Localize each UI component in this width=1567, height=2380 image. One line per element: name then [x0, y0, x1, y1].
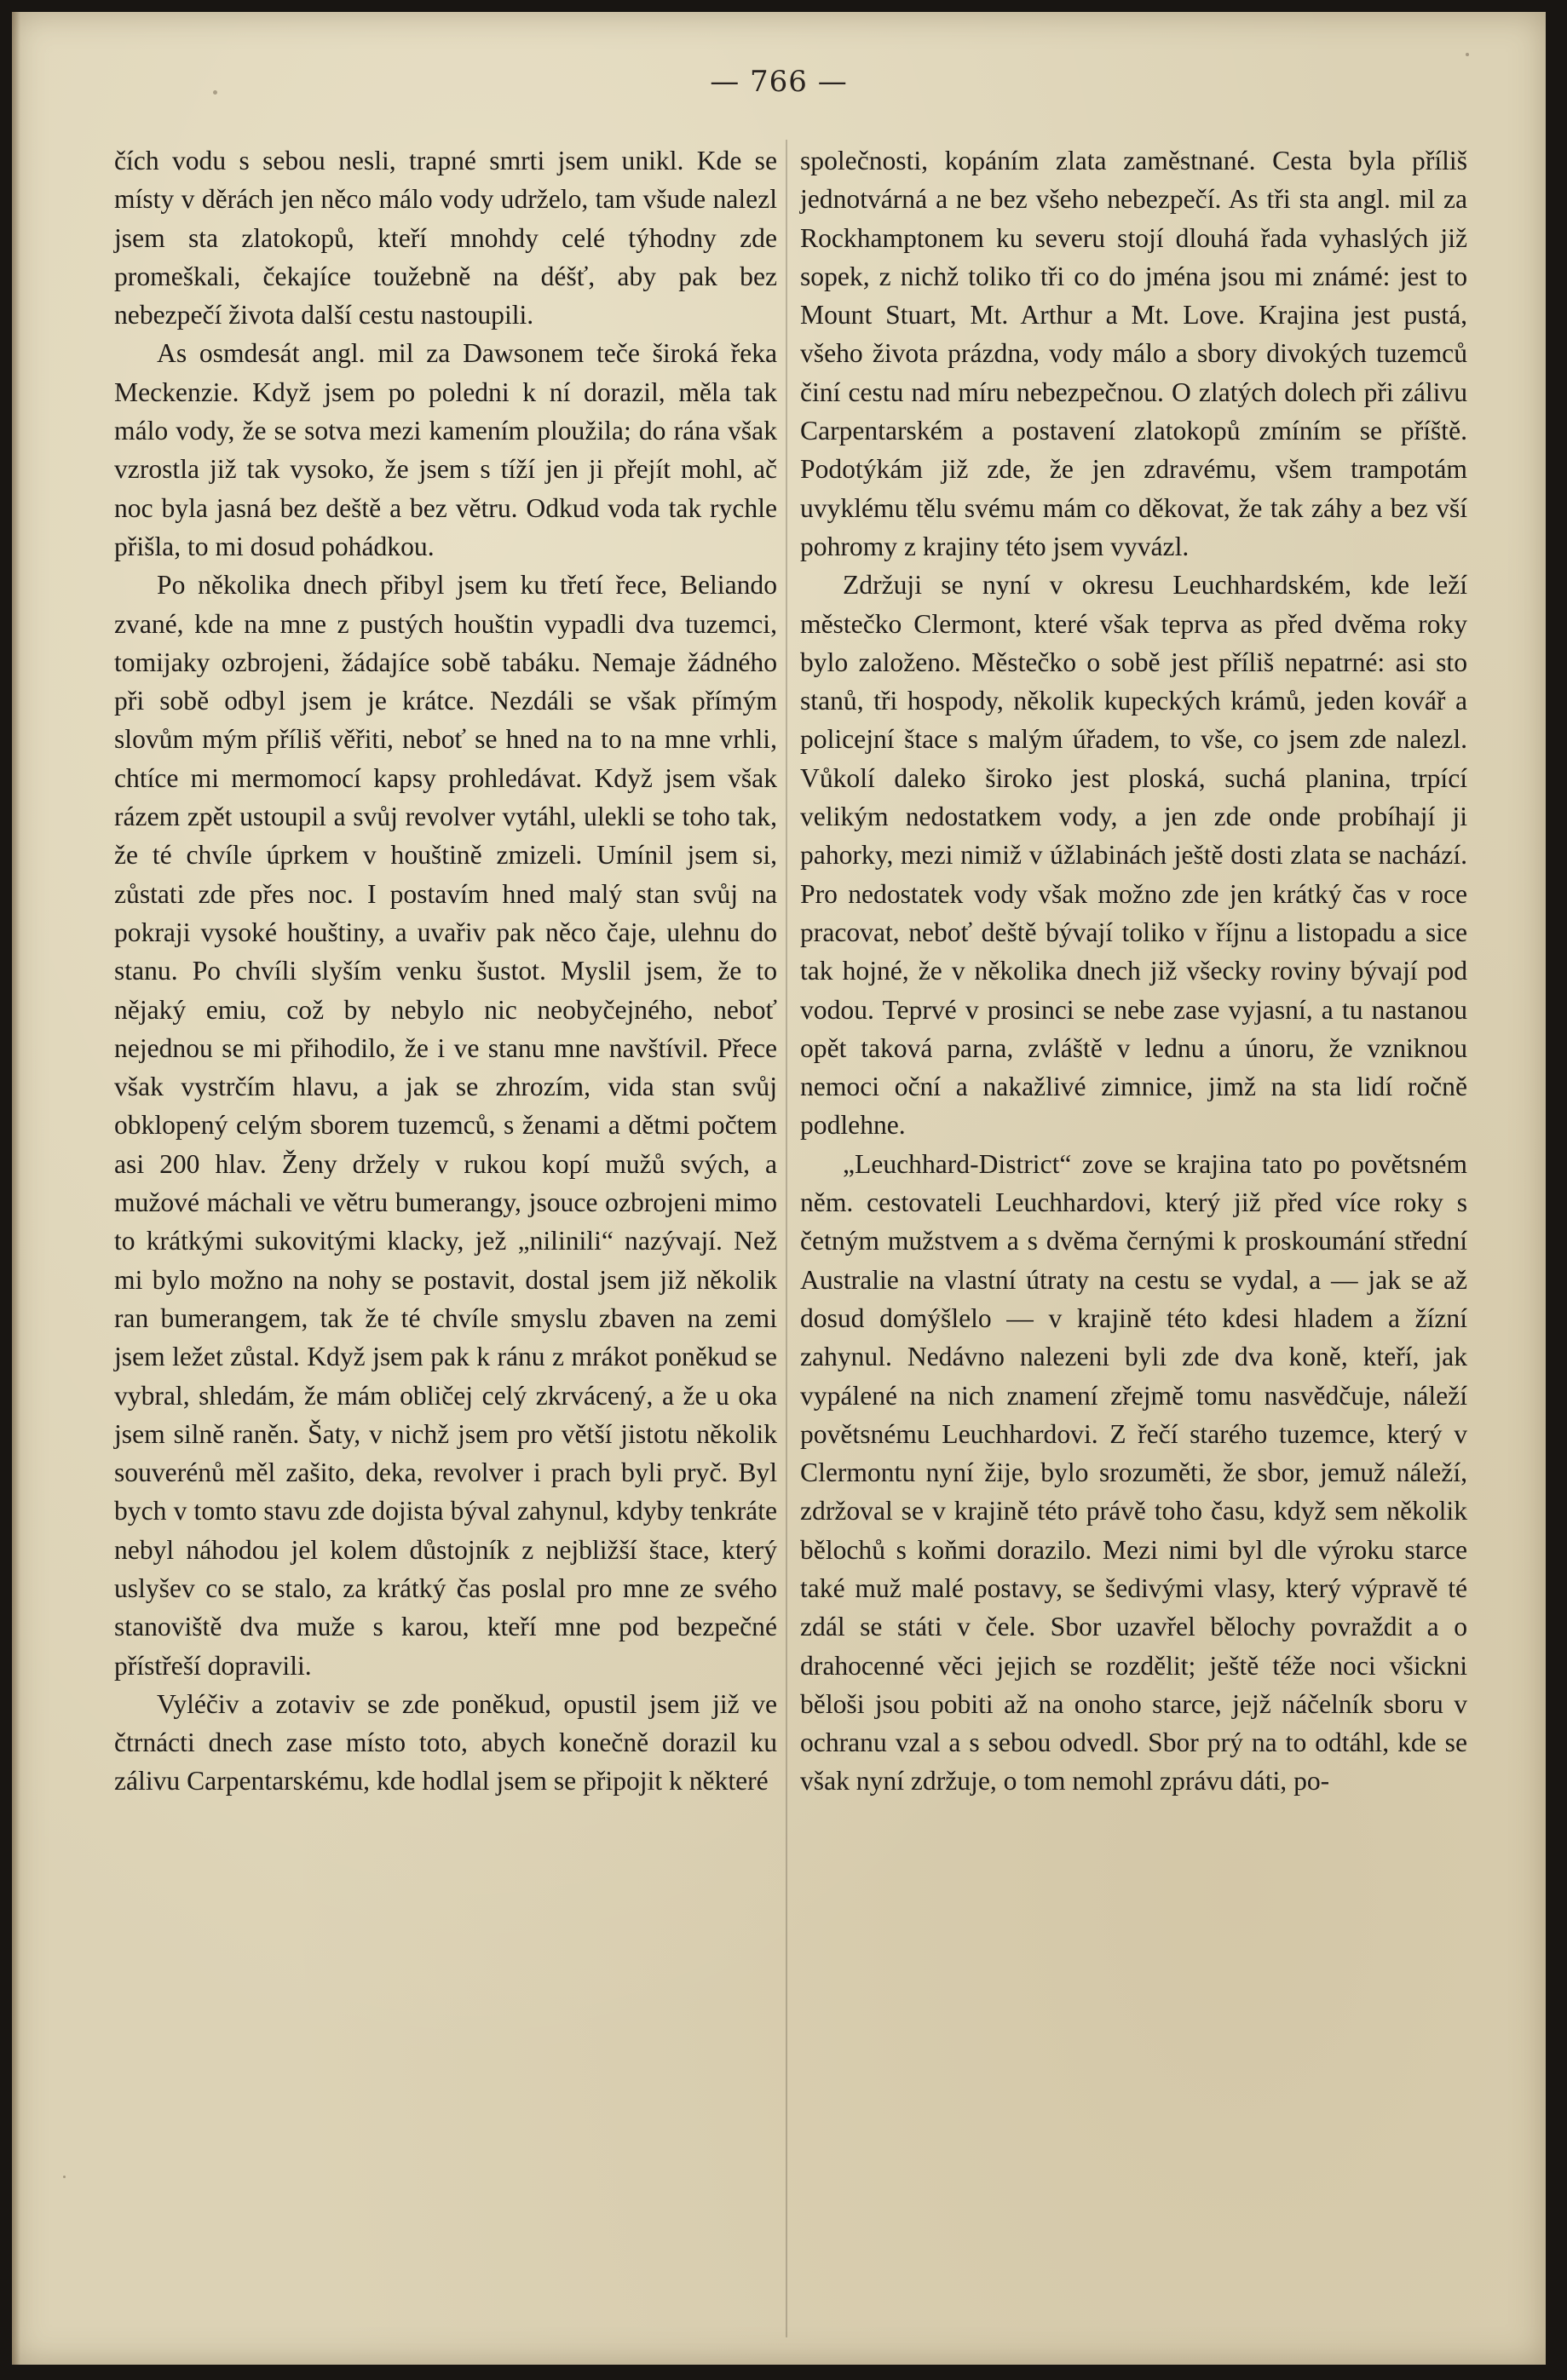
- paper-speck: [1466, 53, 1469, 56]
- left-paragraph-1: čích vodu s sebou nesli, trapné smrti jsem unikl. Kde se místy v děrách jen něco málo vody udrželo, tam všude nalezl jsem sta zlatokopů, kteří mnohdy celé týhodny zde promeškali, čekajíce toužebně na déšť, aby pak bez nebezpečí života další cestu nastoupili.: [114, 146, 777, 331]
- left-paragraph-3: Po několika dnech přibyl jsem ku třetí řece, Beliando zvané, kde na mne z pustých houštin vypadli dva tuzemci, tomijaky ozbrojeni, žádajíce sobě tabáku. Nemaje žádného při sobě odbyl jsem je krátce. Nezdáli se však přímým slovům mým příliš věřiti, neboť se hned na to na mne vrhli, chtíce mi mermomocí kapsy prohledávat. Když jsem však rázem zpět ustoupil a svůj revolver vytáhl, ulekli se toho tak, že té chvíle úprkem v houštině zmizeli. Umínil jsem si, zůstati zde přes noc. I postavím hned malý stan svůj na pokraji vysoké houštiny, a uvařiv pak něco čaje, ulehnu do stanu. Po chvíli slyším venku šustot. Myslil jsem, že to nějaký emiu, což by nebylo nic neobyčejného, neboť nejednou se mi přihodilo, že i ve stanu mne navštívil. Přece však vystrčím hlavu, a jak se zhrozím, vida stan svůj obklopený celým sborem tuzemců, s ženami a dětmi počtem asi 200 hlav. Ženy držely v rukou kopí mužů svých, a mužové máchali ve větru bumerangy, jsouce ozbrojeni mimo to krátkými sukovitými klacky, jež „nilinili“ nazývají. Než mi bylo možno na nohy se postavit, dostal jsem již několik ran bumerangem, tak že té chvíle smyslu zbaven na zemi jsem ležet zůstal. Když jsem pak k ránu z mrákot poněkud se vybral, shledám, že mám obličej celý zkrvácený, a že u oka jsem silně raněn. Šaty, v nichž jsem pro větší jistotu několik souverénů měl zašito, deka, revolver i prach byli pryč. Byl bych v tomto stavu zde dojista býval zahynul, kdyby tenkráte nebyl náhodou jel kolem důstojník z nejbližší štace, který uslyšev co se stalo, za krátký čas poslal pro mne ze svého stanoviště dva muže s karou, kteří mne pod bezpečné přístřeší dopravili.: [114, 570, 777, 1681]
- paper-speck: [63, 2176, 66, 2178]
- page-edge-shadow: [12, 12, 20, 2365]
- paper-speck: [213, 90, 217, 95]
- column-divider: [786, 140, 787, 2337]
- right-paragraph-1: společnosti, kopáním zlata zaměstnané. Cesta byla příliš jednotvárná a ne bez všeho nebezpečí. As tři sta angl. mil za Rockhamptonem ku severu stojí dlouhá řada vyhaslých již sopek, z nichž toliko tři co do jména jsou mi známé: jest to Mount Stuart, Mt. Arthur a Mt. Love. Krajina jest pustá, všeho života prázdna, vody málo a sbory divokých tuzemců činí cestu nad míru nebezpečnou. O zlatých dolech při zálivu Carpentarském a postavení zlatokopů zmíním se příště. Podotýkám již zde, že jen zdravému, všem trampotám uvyklému tělu svému mám co děkovat, že tak záhy a bez vší pohromy z krajiny této jsem vyvázl.: [800, 146, 1467, 561]
- right-column: [800, 141, 1467, 1801]
- page-sheet: [12, 12, 1546, 2365]
- left-paragraph-4: Vyléčiv a zotaviv se zde poněkud, opustil jsem již ve čtrnácti dnech zase místo toto, abych konečně dorazil ku zálivu Carpentarskému, kde hodlal jsem se připojit k některé: [114, 1688, 777, 1796]
- right-paragraph-2: Zdržuji se nyní v okresu Leuchhardském, kde leží městečko Clermont, které však teprva as před dvěma roky bylo založeno. Městečko o sobě jest příliš nepatrné: asi sto stanů, tři hospody, několik kupeckých krámů, jeden kovář a policejní štace s malým úřadem, to vše, co jsem zde nalezl. Vůkolí daleko široko jest ploská, suchá planina, trpící velikým nedostatkem vody, a jen zde onde probíhají ji pahorky, mezi nimiž v úžlabinách ještě dosti zlata se nachází. Pro nedostatek vody však možno zde jen krátký čas v roce pracovat, neboť deště bývají toliko v říjnu a listopadu a sice tak hojné, že v několika dnech již všecky roviny bývají pod vodou. Teprvé v prosinci se nebe zase vyjasní, a tu nastanou opět taková parna, zvláště v lednu a únoru, že vzniknou nemoci oční a nakažlivé zimnice, jimž na sta lidí ročně podlehne.: [800, 570, 1467, 1141]
- left-paragraph-2: As osmdesát angl. mil za Dawsonem teče široká řeka Meckenzie. Když jsem po poledni k ní dorazil, měla tak málo vody, že se sotva mezi kamením ploužila; do rána však vzrostla již tak vysoko, že jsem s tíží jen ji přejít mohl, ač noc byla jasná bez deště a bez větru. Odkud voda tak rychle přišla, to mi dosud pohádkou.: [114, 338, 777, 561]
- page-number: — 766 —: [710, 65, 848, 99]
- right-paragraph-3: „Leuchhard-District“ zove se krajina tato po povětsném něm. cestovateli Leuchhardovi, který již před více roky s četným mužstvem a s dvěma černými k proskoumání střední Australie na vlastní útraty na cestu se vydal, a — jak se až dosud domýšlelo — v krajině této kdesi hladem a žízní zahynul. Nedávno nalezeni byli zde dva koně, kteří, jak vypálené na nich znamení zřejmě tomu nasvědčuje, náleží povětsnému Leuchhardovi. Z řečí starého tuzemce, který v Clermontu nyní žije, bylo srozuměti, že sbor, jemuž náleží, zdržoval se v krajině této právě toho času, když sem několik bělochů s koňmi dorazilo. Mezi nimi byl dle výroku starce také muž malé postavy, se šedivými vlasy, který výpravě té zdál se státi v čele. Sbor uzavřel bělochy povraždit a o drahocenné věci jejich se rozdělit; ještě téže noci všickni běloši jsou pobiti až na onoho starce, jejž náčelník sboru v ochranu vzal a s sebou odvedl. Sbor prý na to odtáhl, kde se však nyní zdržuje, o tom nemohl zprávu dáti, po-: [800, 1148, 1467, 1796]
- left-column: [114, 141, 777, 1801]
